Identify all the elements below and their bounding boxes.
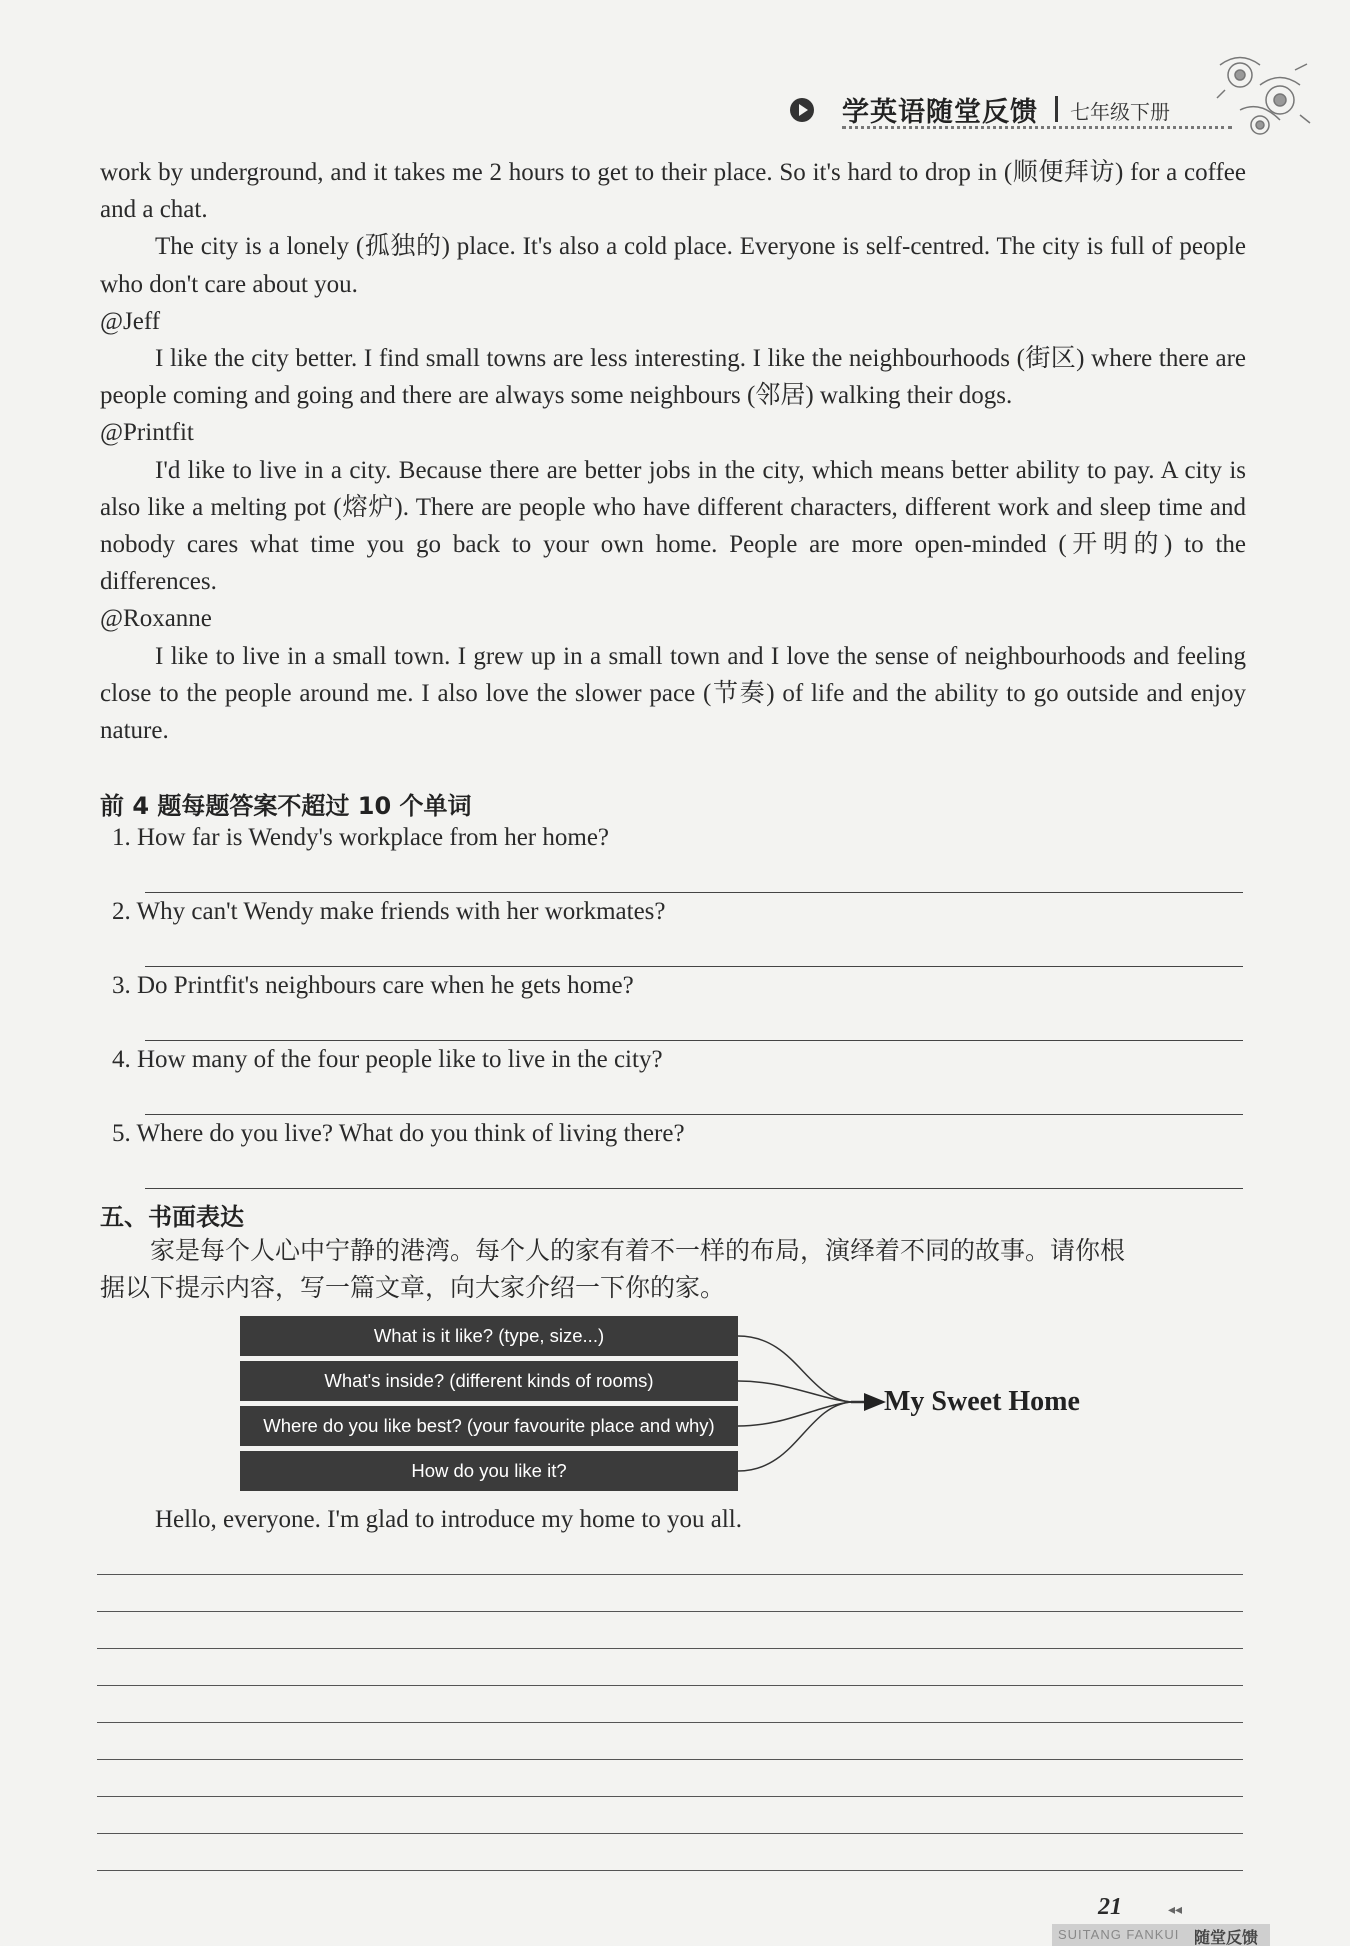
question-item: 2. Why can't Wendy make friends with her workmates? (112, 898, 666, 925)
commenter-handle: @Roxanne (100, 605, 212, 633)
writing-opening: Hello, everyone. I'm glad to introduce my home to you all. (155, 1506, 742, 1533)
writing-line[interactable] (97, 1722, 1243, 1723)
writing-line[interactable] (97, 1759, 1243, 1760)
writing-heading: 五、书面表达 (100, 1203, 244, 1231)
answer-line[interactable] (145, 1114, 1243, 1115)
flower-ornament-icon (1200, 45, 1320, 145)
answer-line[interactable] (145, 1040, 1243, 1041)
arrow-right-icon (864, 1393, 886, 1411)
question-item: 5. Where do you live? What do you think of living there? (112, 1120, 685, 1147)
book-title: 学英语随堂反馈 (842, 97, 1038, 128)
grade-label: 七年级下册 (1070, 100, 1170, 124)
diagram-target-label: My Sweet Home (884, 1386, 1080, 1417)
question-item: 3. Do Printfit's neighbours care when he gets home? (112, 972, 634, 999)
answer-line[interactable] (145, 966, 1243, 967)
passage-paragraph: I'd like to live in a city. Because there are better jobs in the city, which means better ability to pay. A city is also like a melting pot (熔炉). There are people who have different characters, different work and sleep time and nobody cares what time you go back to your own home. People are more open-minded (开明的) to the differences. (100, 456, 1246, 596)
commenter-handle: @Printfit (100, 419, 194, 447)
connector-lines (736, 1318, 896, 1488)
page-arrow-icon: ◂◂ (1168, 1903, 1183, 1918)
hint-box: How do you like it? (240, 1451, 738, 1491)
footer-tag (1052, 1924, 1270, 1946)
writing-prompt (100, 1232, 1246, 1306)
play-icon (790, 98, 814, 122)
answer-line[interactable] (145, 892, 1243, 893)
writing-line[interactable] (97, 1611, 1243, 1612)
writing-line[interactable] (97, 1833, 1243, 1834)
page-header (790, 88, 1210, 134)
question-instruction: 前 4 题每题答案不超过 10 个单词 (100, 792, 472, 820)
writing-line[interactable] (97, 1870, 1243, 1871)
writing-line[interactable] (97, 1574, 1243, 1575)
passage-paragraph: work by underground, and it takes me 2 hours to get to their place. So it's hard to drop in (顺便拜访) for a coffee and a chat. (100, 159, 1246, 224)
footer-tag-en: SUITANG FANKUI (1058, 1927, 1180, 1942)
commenter-handle: @Jeff (100, 307, 161, 335)
hint-box: What is it like? (type, size...) (240, 1316, 738, 1356)
hint-box: What's inside? (different kinds of rooms) (240, 1361, 738, 1401)
footer-tag-zh: 随堂反馈 (1194, 1928, 1259, 1946)
header-dotted-rule (842, 126, 1232, 129)
prompt-line: 据以下提示内容，写一篇文章，向大家介绍一下你的家。 (100, 1273, 726, 1302)
answer-line[interactable] (145, 1188, 1243, 1189)
writing-line[interactable] (97, 1648, 1243, 1649)
writing-line[interactable] (97, 1685, 1243, 1686)
writing-line[interactable] (97, 1796, 1243, 1797)
passage-paragraph: The city is a lonely (孤独的) place. It's also a cold place. Everyone is self-centred. The city is full of people who don't care about you. (100, 233, 1246, 298)
passage-paragraph: I like the city better. I find small towns are less interesting. I like the neighbourhoods (街区) where there are people coming and going and there are always some neighbours (邻居) walking their dogs. (100, 345, 1246, 410)
question-item: 4. How many of the four people like to live in the city? (112, 1046, 663, 1073)
hint-box: Where do you like best? (your favourite place and why) (240, 1406, 738, 1446)
page-number: 21 (1098, 1894, 1122, 1920)
prompt-line: 家是每个人心中宁静的港湾。每个人的家有着不一样的布局，演绎着不同的故事。请你根 (150, 1236, 1126, 1265)
reading-passage (100, 154, 1246, 749)
passage-paragraph: I like to live in a small town. I grew up in a small town and I love the sense of neighbourhoods and feeling close to the people around me. I also love the slower pace (节奏) of life and the ability to go outside and enjoy nature. (100, 642, 1246, 745)
question-item: 1. How far is Wendy's workplace from her home? (112, 824, 610, 851)
header-divider (1055, 96, 1058, 122)
